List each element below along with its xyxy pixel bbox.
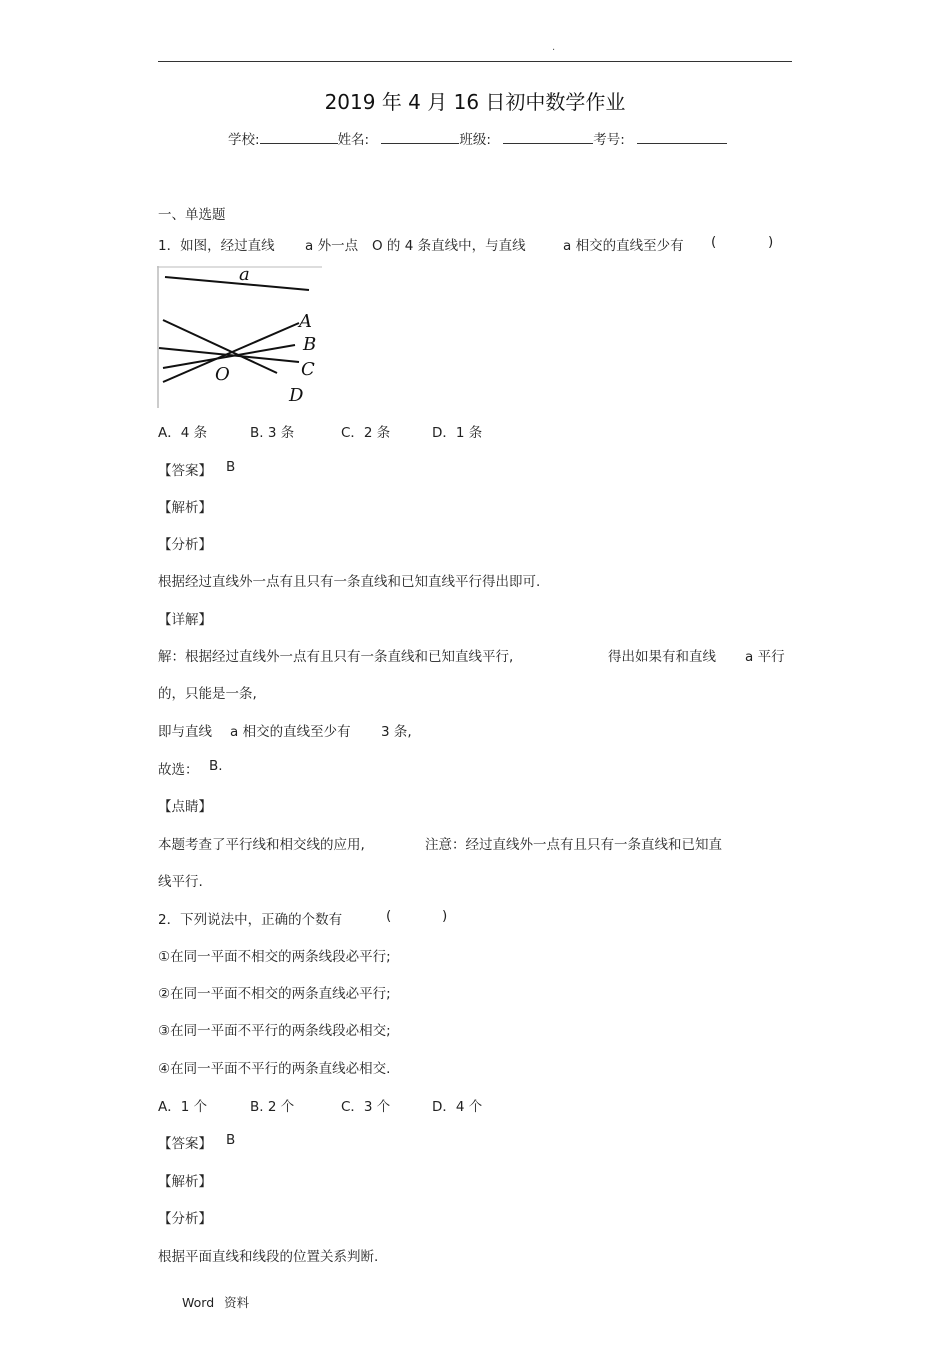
q1-xiangjie-line1b: 得出如果有和直线 [608,649,716,665]
q1-xiangjie-line3c: 3 条, [381,724,412,740]
q2-answer-label: 【答案】 [158,1136,212,1152]
q2-option-b: B. 2 个 [250,1099,295,1115]
label-C: C [301,359,315,380]
q1-xiangjie-line4: 故选： [158,762,199,778]
q1-stem-part3: O 的 4 条直线中，与直线 [372,238,526,254]
q2-jiexi: 【解析】 [158,1174,212,1190]
q2-item-1: ①在同一平面不相交的两条线段必平行; [158,949,391,965]
label-A: A [299,311,312,332]
info-row [228,128,727,148]
q1-xiangjie-line4b: B. [209,758,223,774]
q2-item-2: ②在同一平面不相交的两条直线必平行; [158,986,391,1002]
q1-answer: B [226,459,236,475]
q1-option-c: C．2 条 [341,425,391,441]
number-label: 考号: [593,132,625,148]
line-a-ray [163,323,299,382]
q1-stem-part2: a 外一点 [305,238,359,254]
header-dot: . [552,42,556,53]
q1-dianjing-line1b: 注意：经过直线外一点有且只有一条直线和已知直 [425,837,722,853]
q2-paren-close: ) [442,908,448,924]
q2-fenxi: 【分析】 [158,1211,212,1227]
page-title: 2019 年 4 月 16 日初中数学作业 [324,90,626,114]
q2-option-a: A．1 个 [158,1099,208,1115]
label-D: D [289,385,304,406]
q2-option-c: C．3 个 [341,1099,391,1115]
footer-word: Word [182,1295,215,1310]
q2-paren-open: ( [386,908,392,924]
q2-stem: 2．下列说法中，正确的个数有 [158,912,343,928]
q1-option-d: D．1 条 [432,425,483,441]
label-O: O [215,364,230,385]
section-title: 一、单选题 [158,207,226,223]
q1-xiangjie-line1c: a 平行 [745,649,785,665]
q1-paren-close: ) [768,234,774,250]
q2-item-4: ④在同一平面不平行的两条直线必相交. [158,1061,391,1077]
number-blank [637,129,727,144]
header-rule [158,61,792,62]
q1-xiangjie-line3b: a 相交的直线至少有 [230,724,351,740]
q1-jiexi: 【解析】 [158,500,212,516]
q1-xiangjie-line2: 的，只能是一条, [158,686,257,702]
q1-xiangjie: 【详解】 [158,612,212,628]
q1-answer-label: 【答案】 [158,463,212,479]
class-label: 班级: [459,132,491,148]
q1-dianjing-line1a: 本题考查了平行线和相交线的应用, [158,837,365,853]
name-label: 姓名: [337,132,370,148]
q1-option-a: A．4 条 [158,425,208,441]
q1-figure [157,266,322,408]
q1-fenxi-text: 根据经过直线外一点有且只有一条直线和已知直线平行得出即可. [158,574,541,590]
q1-dianjing: 【点睛】 [158,799,212,815]
q1-stem-part4: a 相交的直线至少有 [563,238,684,254]
school-label: 学校: [228,132,260,148]
q2-fenxi-text: 根据平面直线和线段的位置关系判断. [158,1249,379,1265]
footer-ziliao: 资料 [224,1295,250,1310]
q2-answer: B [226,1132,236,1148]
label-B: B [303,334,317,355]
q1-fenxi: 【分析】 [158,537,212,553]
label-a: a [239,266,250,285]
school-blank [260,129,338,144]
class-blank [503,129,593,144]
q2-item-3: ③在同一平面不平行的两条线段必相交; [158,1023,391,1039]
name-blank [381,129,459,144]
q2-option-d: D．4 个 [432,1099,483,1115]
line-a [165,277,309,290]
q1-xiangjie-line3a: 即与直线 [158,724,212,740]
q1-paren-open: ( [711,234,717,250]
q1-stem-part1: 1．如图，经过直线 [158,238,275,254]
footer [182,1293,249,1311]
q1-dianjing-line2: 线平行. [158,874,203,890]
q1-option-b: B. 3 条 [250,425,295,441]
q1-xiangjie-line1a: 解：根据经过直线外一点有且只有一条直线和已知直线平行, [158,649,514,665]
